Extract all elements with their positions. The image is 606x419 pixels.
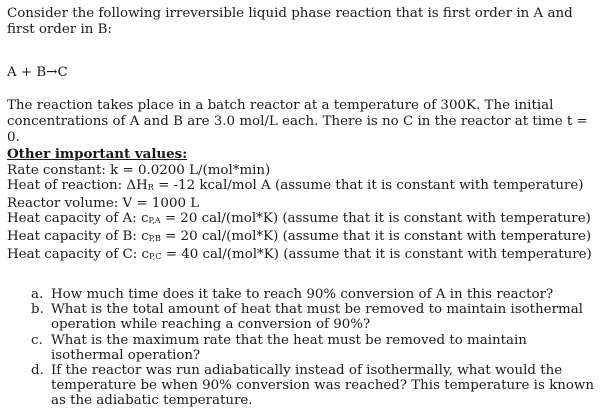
heat-capacity-c-label: Heat capacity of C: c [7,246,150,262]
important-values-block [7,147,592,264]
heat-capacity-b-label: Heat capacity of B: c [7,228,149,244]
heat-of-reaction-value: = -12 kcal/mol A (assume that it is constant with temperature) [153,178,584,194]
reaction-equation: A + B→C [7,65,68,80]
questions-list [31,287,597,409]
values-heading: Other important values: [7,146,188,162]
question-item [31,287,597,302]
heat-capacity-a-line [7,211,592,229]
heat-capacity-c-value: = 40 cal/(mol*K) (assume that it is constant with temperature) [161,246,592,262]
question-text: How much time does it take to reach 90% conversion of A in this reactor? [51,287,554,302]
heat-capacity-c-subscript: P,C [149,251,162,261]
rate-constant-line: Rate constant: k = 0.0200 L/(mol*min) [7,162,271,178]
question-letter: b. [31,302,44,318]
heat-capacity-b-subscript: P,B [148,233,161,243]
heat-capacity-a-label: Heat capacity of A: c [7,211,149,227]
heat-of-reaction-label: Heat of reaction: ΔH [7,178,148,194]
heat-of-reaction-subscript: R [147,183,154,193]
intro-paragraph: Consider the following irreversible liquid phase reaction that is first order in A and first order in B: [7,6,573,37]
heat-capacity-b-value: = 20 cal/(mol*K) (assume that it is constant with temperature) [160,228,592,244]
question-text: What is the total amount of heat that must be removed to maintain isothermal operation while reaching a conversion of 90%? [51,302,583,333]
conditions-paragraph: The reaction takes place in a batch reactor at a temperature of 300K. The initial concentrations of A and B are 3.0 mol/L each. There is no C in the reactor at time t = 0. [7,98,588,145]
question-item [31,302,597,332]
question-letter: d. [31,363,44,379]
heat-capacity-a-value: = 20 cal/(mol*K) (assume that it is constant with temperature) [160,211,591,227]
question-text: What is the maximum rate that the heat must be removed to maintain isothermal operation? [51,332,527,363]
heat-of-reaction-line [7,178,592,196]
reactor-volume-line: Reactor volume: V = 1000 L [7,195,200,211]
question-letter: a. [31,287,44,302]
question-item [31,363,597,409]
heat-capacity-b-line [7,229,592,247]
question-item [31,333,597,363]
heat-capacity-a-subscript: P,A [148,216,161,226]
question-text: If the reactor was run adiabatically instead of isothermally, what would the temperature be when 90% conversion was reached? This temperature is known as the adiabatic temperature. [51,363,594,409]
question-letter: c. [31,332,43,348]
heat-capacity-c-line [7,247,592,265]
